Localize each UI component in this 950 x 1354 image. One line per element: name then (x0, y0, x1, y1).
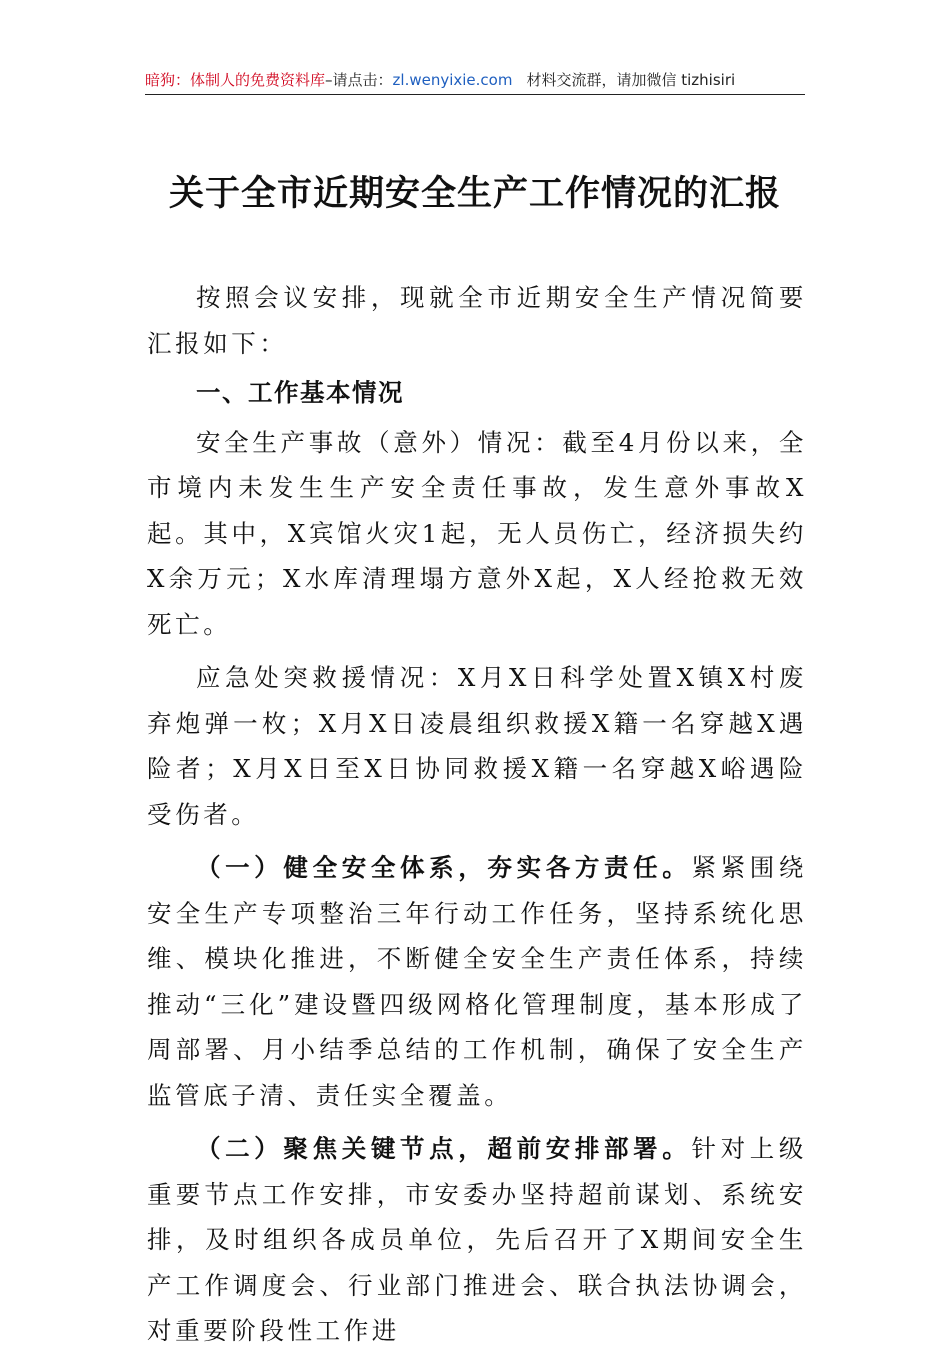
item-1-lead: （一）健全安全体系，夯实各方责任。 (196, 853, 692, 882)
item-1-paragraph (147, 845, 807, 1118)
header-link[interactable]: zl.wenyixie.com (392, 71, 513, 89)
header-click-prefix: –请点击： (325, 71, 393, 89)
intro-paragraph: 按照会议安排，现就全市近期安全生产情况简要汇报如下： (147, 283, 807, 358)
header-contact-text: 材料交流群，请加微信 tizhisiri (526, 71, 736, 89)
accidents-paragraph: 安全生产事故（意外）情况：截至4月份以来，全市境内未发生生产安全责任事故，发生意外事故X起。其中，X宾馆火灾1起，无人员伤亡，经济损失约X余万元；X水库清理塌方意外X起，X人经抢救无效死亡。 (147, 427, 807, 639)
document-title: 关于全市近期安全生产工作情况的汇报 (168, 173, 781, 214)
rescue-paragraph: 应急处突救援情况：X月X日科学处置X镇X村废弃炮弹一枚；X月X日凌晨组织救援X籍一名穿越X遇险者；X月X日至X日协同救援X籍一名穿越X峪遇险受伤者。 (147, 663, 807, 829)
header-site-name: 暗狗：体制人的免费资料库 (145, 71, 326, 89)
item-2-paragraph (147, 1126, 807, 1354)
item-1-text: 紧紧围绕安全生产专项整治三年行动工作任务，坚持系统化思维、模块化推进，不断健全安全生产责任体系，持续推动“三化”建设暨四级网格化管理制度，基本形成了周部署、月小结季总结的工作机制，确保了安全生产监管底子清、责任实全覆盖。 (147, 853, 808, 1110)
page-header (145, 66, 805, 95)
item-2-lead: （二）聚焦关键节点，超前安排部署。 (196, 1134, 692, 1163)
document-body (147, 275, 807, 1354)
item-2-text: 针对上级重要节点工作安排，市安委办坚持超前谋划、系统安排，及时组织各成员单位，先后召开了X期间安全生产工作调度会、行业部门推进会、联合执法协调会，对重要阶段性工作进 (147, 1134, 808, 1345)
section-heading-1: 一、工作基本情况 (196, 378, 404, 407)
